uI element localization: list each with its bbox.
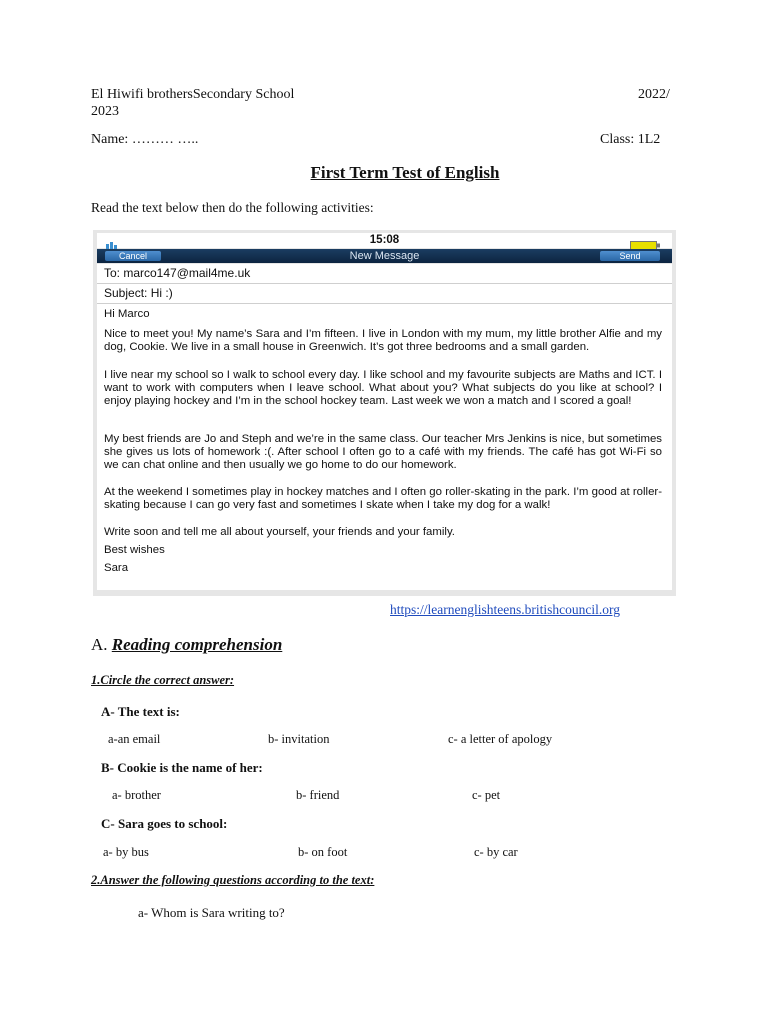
- option-c-1: a- by bus: [103, 845, 149, 859]
- email-paragraph-5: Write soon and tell me all about yourself, your friends and your family.: [104, 526, 455, 538]
- question-b-label: B- Cookie is the name of her:: [101, 760, 263, 775]
- option-a-1: a-an email: [108, 732, 161, 746]
- school-year-start: 2022/: [638, 87, 670, 102]
- option-a-3: c- a letter of apology: [448, 732, 553, 746]
- phone-status-bar: [97, 233, 672, 248]
- question-1-heading: 1.Circle the correct answer:: [91, 673, 235, 687]
- section-a-letter: A.: [91, 635, 112, 654]
- school-year-end: 2023: [91, 104, 119, 119]
- section-a-heading: [91, 635, 282, 655]
- question-2a: a- Whom is Sara writing to?: [138, 905, 285, 920]
- test-title: First Term Test of English: [310, 163, 500, 182]
- clock-time: 15:08: [369, 234, 400, 246]
- send-button[interactable]: Send: [600, 251, 660, 261]
- option-b-1: a- brother: [112, 788, 161, 802]
- message-nav-bar: [97, 249, 672, 263]
- email-signature: Sara: [104, 562, 129, 574]
- question-c-label: C- Sara goes to school:: [101, 816, 228, 831]
- option-b-2: b- friend: [296, 788, 340, 802]
- question-a-label: A- The text is:: [101, 704, 180, 719]
- name-field-label: Name: ……… …..: [91, 132, 199, 147]
- question-2-heading: 2.Answer the following questions according to the text:: [91, 873, 375, 887]
- subject-field-text: Subject: Hi :): [104, 286, 173, 300]
- email-paragraph-1: Nice to meet you! My name’s Sara and I’m fifteen. I live in London with my mum, my little brother Alfie and my dog, Cookie. We live in a small house in Greenwich. It’s got three bedrooms and a small garden.: [104, 328, 662, 354]
- school-name: El Hiwifi brothersSecondary School: [91, 87, 295, 102]
- option-c-3: c- by car: [474, 845, 518, 859]
- class-label: Class: 1L2: [600, 132, 661, 147]
- email-paragraph-4: At the weekend I sometimes play in hockey matches and I often go roller-skating in the park. I’m good at roller-skating because I can go very fast and sometimes I skate when I take my dog for a walk!: [104, 486, 662, 512]
- email-paragraph-2: I live near my school so I walk to school every day. I like school and my favourite subjects are Maths and ICT. I want to work with computers when I leave school. What about you? What subjects do you like at school? I enjoy playing hockey and I’m in the school hockey team. Last week we won a match and I scored a goal!: [104, 369, 662, 408]
- email-greeting: Hi Marco: [104, 308, 150, 320]
- new-message-heading: New Message: [349, 250, 420, 262]
- section-a-title: Reading comprehension: [111, 635, 283, 654]
- email-body: [97, 304, 672, 590]
- subject-field[interactable]: [97, 284, 672, 304]
- option-a-2: b- invitation: [268, 732, 330, 746]
- email-closing: Best wishes: [104, 544, 165, 556]
- cancel-button[interactable]: Cancel: [105, 251, 161, 261]
- email-paragraph-3: My best friends are Jo and Steph and we’re in the same class. Our teacher Mrs Jenkins is nice, but sometimes she gives us lots of homework :(. After school I often go to a café with my friends. The café has got Wi-Fi so we can chat online and then usually we go home to do our homework.: [104, 433, 662, 472]
- option-b-3: c- pet: [472, 788, 501, 802]
- source-link[interactable]: https://learnenglishteens.britishcouncil.org: [390, 602, 620, 617]
- to-field-text: To: marco147@mail4me.uk: [104, 266, 251, 280]
- option-c-2: b- on foot: [298, 845, 348, 859]
- to-field[interactable]: [97, 264, 672, 284]
- instruction-text: Read the text below then do the following activities:: [91, 200, 374, 215]
